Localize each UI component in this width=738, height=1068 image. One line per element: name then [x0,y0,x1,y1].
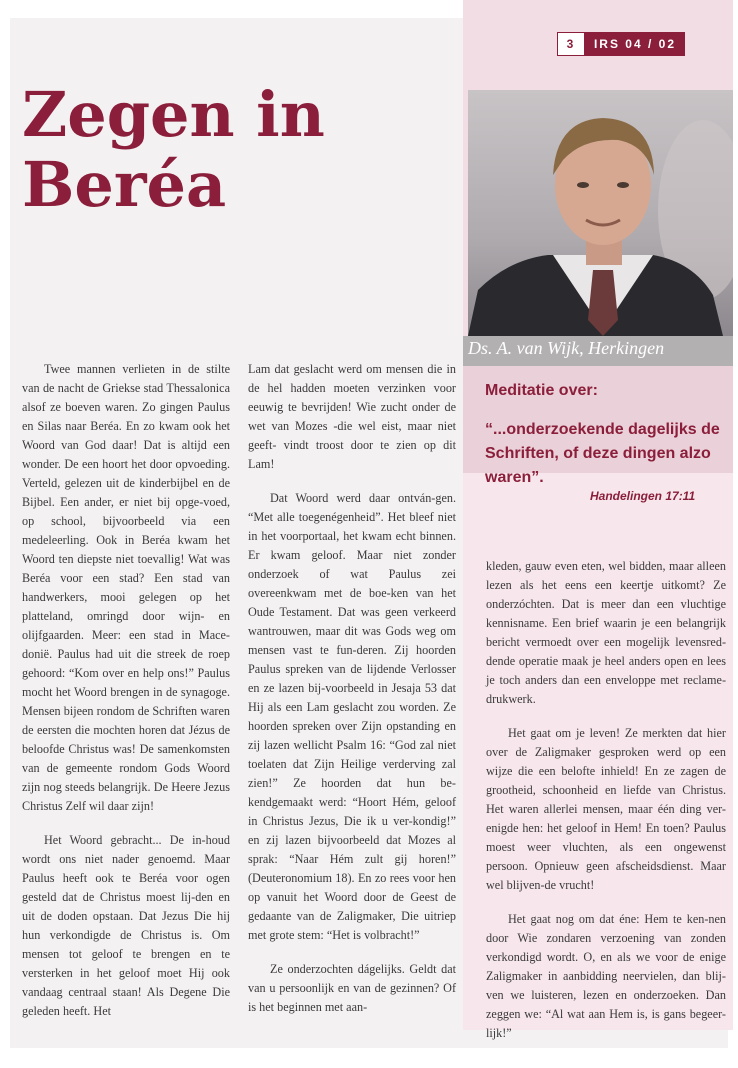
issue-label: IRS 04 / 02 [585,32,685,56]
meditation-reference: Handelingen 17:11 [590,489,696,503]
paragraph: Lam dat geslacht werd om mensen die in de hel hadden moeten verzinken voor eeuwig te bevrijden! Wie zucht onder de wet van Mozes -die wel eist, maar niet geeft- vindt troost door te zien op dit Lam! [248,362,456,471]
title-line-2: Beréa [22,148,227,221]
paragraph: Twee mannen verlieten in de stilte van de nacht de Griekse stad Thessalonica alsof ze boeven waren. Zo gingen Paulus en Silas naar Beréa. En zo kwam ook het Woord van God daar! Dat is altijd een wonder. De een hoort het door opvoeding. Verteld, gelezen uit de kinderbijbel en de Bijbel. Een ander, er niet bij opge-voed, op school, bijvoorbeeld via een medeleerling. Ook in Beréa kwam het Woord ten diepste niet toevallig! Wat was Beréa voor een stad? Een stad van handwerkers, mooi gelegen op het platteland, omringd door wijn- en olijfgaarden. Meer: een stad in Mace-donië. Paulus had uit die streek de roep gehoord: “Kom over en help ons!” Paulus mocht het Woord brengen in de synagoge. Mensen bijeen rondom de Schriften waren de eersten die mochten horen dat Jézus de beloofde Christus was! De samenkomsten van de gemeente rondom Gods Woord zijn nog steeds belangrijk. De Heere Jezus Christus Zelf wil daar zijn! [22,362,230,813]
column-3 [486,557,726,1058]
paragraph: Het gaat nog om dat éne: Hem te ken-nen door Wie zondaren verzoening van zonden verkondigd wordt. O, en als we voor de enige Zaligmaker in aanbidding neervielen, dan blij-ven we luisteren, lezen en onderzoeken. Dan zeggen we: “Al wat aan Hem is, is gans begeer-lijk!” [486,912,726,1040]
paragraph: Het Woord gebracht... De in-houd wordt ons niet nader genoemd. Maar Paulus heeft ook te Beréa voor ogen gesteld dat de Christus moest lij-den en uit de doden opstaan. Dat Jezus Die hij hun verkondigde de Christus is. Om mensen tot geloof te brengen en te versterken in het geloof moet Hij ook vandaag centraal staan! Als Degene Die geleden heeft. Het [22,833,230,1018]
column-2 [248,360,456,1032]
paragraph: Het gaat om je leven! Ze merkten dat hier over de Zaligmaker gesproken werd op een wijze die een belofte inhield! En ze zagen de grootheid, schoonheid en liefde van Christus. Het waren allerlei mensen, maar één ding ver-enigde hen: het geloof in Hem! En toen? Paulus moest weer vluchten, als een ongewenst persoon. Opnieuw geen afscheidsdienst. Maar wel blijven-de vrucht! [486,726,726,892]
meditation-quote: “...onderzoekende dagelijks de Schriften, of deze dingen alzo waren”. [485,421,720,486]
title-line-1: Zegen in [22,78,325,151]
issue-badge [557,32,685,56]
article-title [22,80,342,220]
meditation-label: Meditatie over: [485,382,598,399]
column-1 [22,360,230,1036]
photo-caption: Ds. A. van Wijk, Herkingen [468,338,665,358]
paragraph: kleden, gauw even eten, wel bidden, maar alleen lezen als het eens een keertje uitkomt? Ze onderzóchten. Dat is meer dan een vluchtige kennisname. Een brief waarin je een belangrijk bericht vermoedt over een mogelijk levensred-dende operatie maak je heel anders open en lees je toch anders dan een enveloppe met reclame-drukwerk. [486,559,726,706]
author-photo [468,90,733,336]
paragraph: Dat Woord werd daar ontván-gen. “Met alle toegenégenheid”. Het bleef niet in het voorportaal, het kwam echt binnen. Er kwam geloof. Maar niet zonder onderzoek of wat Paulus zei overeenkwam met de boe-ken van het Oude Testament. Dat was geen verkeerd wantrouwen, maar dit was Gods weg om mensen vast te fun-deren. Zij hoorden Paulus spreken van de lijdende Verlosser en ze lazen bij-voorbeeld in Jesaja 53 dat Hij als een Lam geslacht zou worden. Ze hoorden spreken over Zijn opstanding en zij lazen wellicht Psalm 16: “God zal niet toelaten dat Zijn Heilige verderving zal zien!” Ze hoorden dat hun be-kendgemaakt werd: “Hoort Hém, geloof in Christus Jezus, Die ik u ver-kondig!” en zij lazen bijvoorbeeld dat Mozes al sprak: “Naar Hém zult gij horen!” (Deuteronomium 18). En zo rees voor hen op vanuit het Woord door de Geest de gedaante van de Zaligmaker, Die uitriep met grote stem: “Het is volbracht!” [248,491,456,942]
paragraph: Ze onderzochten dágelijks. Geldt dat van u persoonlijk en van de gezinnen? Of is het beginnen met aan- [248,962,456,1014]
page-number: 3 [557,32,585,56]
